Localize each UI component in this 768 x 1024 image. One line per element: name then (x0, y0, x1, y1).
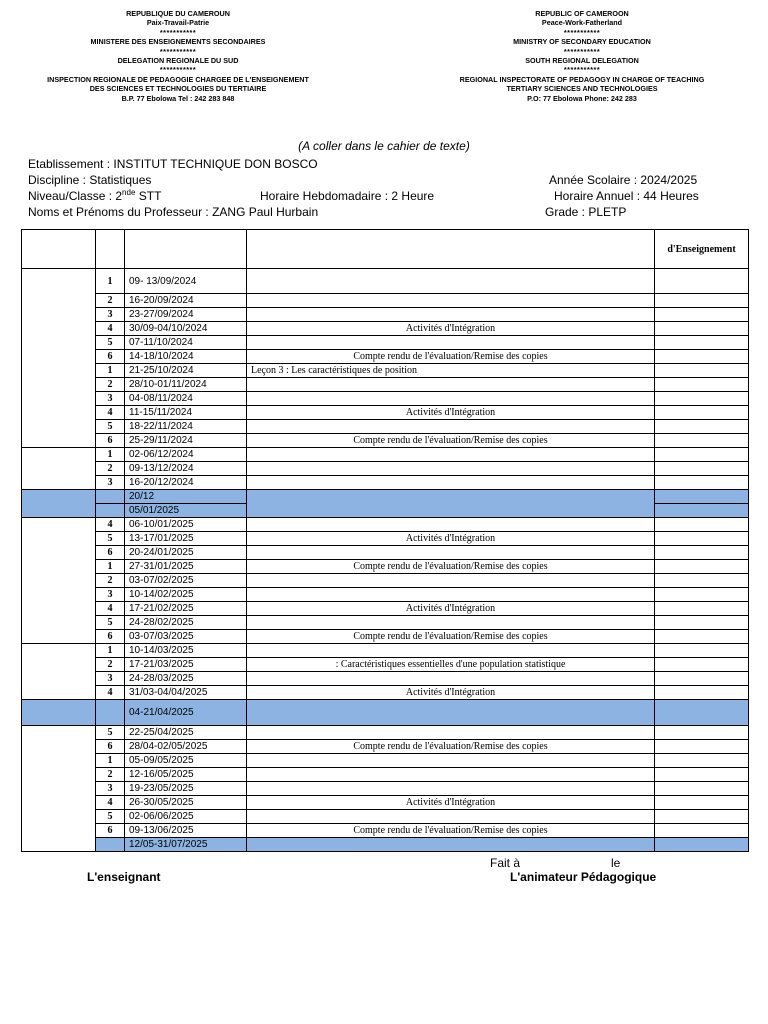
teacher-grade: Grade : PLETP (545, 205, 627, 219)
week-dates: 07-11/10/2024 (125, 336, 247, 350)
teaching-cell (655, 658, 749, 672)
lesson-content (247, 546, 655, 560)
lesson-content (247, 726, 655, 740)
week-dates: 26-30/05/2025 (125, 796, 247, 810)
lesson-content: Activités d'Intégration (247, 686, 655, 700)
class-level-suffix: STT (135, 189, 162, 203)
week-dates: 30/09-04/10/2024 (125, 322, 247, 336)
week-number: 2 (96, 462, 125, 476)
teaching-cell (655, 824, 749, 838)
table-row (22, 588, 749, 602)
week-number: 4 (96, 518, 125, 532)
week-number: 6 (96, 546, 125, 560)
table-row (22, 518, 749, 532)
table-row (22, 406, 749, 420)
teaching-cell (655, 392, 749, 406)
week-number: 5 (96, 726, 125, 740)
period-cell (22, 269, 96, 448)
week-number: 3 (96, 588, 125, 602)
week-dates: 17-21/02/2025 (125, 602, 247, 616)
lesson-content (247, 754, 655, 768)
week-number: 3 (96, 392, 125, 406)
lesson-content: Activités d'Intégration (247, 602, 655, 616)
inspection-fr-line2: DES SCIENCES ET TECHNOLOGIES DU TERTIAIRE (89, 84, 267, 94)
week-number: 5 (96, 420, 125, 434)
date-label: le (611, 856, 621, 870)
lesson-content (247, 810, 655, 824)
pedagogic-leader-signature-label: L'animateur Pédagogique (510, 870, 657, 884)
table-row (22, 644, 749, 658)
lesson-content: Activités d'Intégration (247, 796, 655, 810)
school-name: Etablissement : INSTITUT TECHNIQUE DON BOSCO (28, 157, 318, 171)
week-dates: 03-07/03/2025 (125, 630, 247, 644)
table-row (22, 546, 749, 560)
paste-note: (A coller dans le cahier de texte) (298, 139, 470, 153)
holiday-row (22, 838, 749, 852)
week-number: 6 (96, 630, 125, 644)
lesson-content (247, 768, 655, 782)
table-row (22, 294, 749, 308)
table-row (22, 420, 749, 434)
lesson-content: : Caractéristiques essentielles d'une population statistique (247, 658, 655, 672)
lesson-content (247, 588, 655, 602)
week-number: 4 (96, 322, 125, 336)
week-number: 3 (96, 308, 125, 322)
week-dates: 24-28/03/2025 (125, 672, 247, 686)
table-row (22, 824, 749, 838)
week-number (96, 700, 125, 726)
teaching-cell (655, 782, 749, 796)
period-cell (22, 700, 96, 726)
table-header-row (22, 230, 749, 269)
teaching-cell (655, 350, 749, 364)
table-row (22, 740, 749, 754)
week-number (96, 838, 125, 852)
lesson-content (247, 672, 655, 686)
lesson-content: Compte rendu de l'évaluation/Remise des copies (247, 350, 655, 364)
header-cell (247, 230, 655, 269)
teaching-cell (655, 462, 749, 476)
separator-stars: *********** (159, 46, 197, 56)
period-cell (22, 726, 96, 852)
table-row (22, 796, 749, 810)
week-number: 6 (96, 740, 125, 754)
holiday-dates: 04-21/04/2025 (125, 700, 247, 726)
country-name-en: REPUBLIC OF CAMEROON (535, 9, 629, 18)
lesson-content: Activités d'Intégration (247, 532, 655, 546)
lesson-content: Leçon 3 : Les caractéristiques de position (247, 364, 655, 378)
week-dates: 09- 13/09/2024 (125, 269, 247, 294)
week-dates: 06-10/01/2025 (125, 518, 247, 532)
lesson-content: Compte rendu de l'évaluation/Remise des copies (247, 824, 655, 838)
teaching-cell (655, 754, 749, 768)
week-dates: 09-13/12/2024 (125, 462, 247, 476)
delegation-fr: DELEGATION REGIONALE DU SUD (117, 56, 239, 66)
header-cell (125, 230, 247, 269)
teacher-signature-label: L'enseignant (87, 870, 161, 884)
done-at-label: Fait à (490, 856, 521, 870)
table-row (22, 322, 749, 336)
separator-stars: *********** (159, 65, 197, 75)
teaching-cell (655, 838, 749, 852)
week-dates: 21-25/10/2024 (125, 364, 247, 378)
teaching-cell (655, 672, 749, 686)
week-number: 4 (96, 686, 125, 700)
week-dates: 23-27/09/2024 (125, 308, 247, 322)
header-cell-teaching: d'Enseignement (655, 230, 749, 269)
discipline: Discipline : Statistiques (28, 173, 152, 187)
table-row (22, 392, 749, 406)
teaching-cell (655, 574, 749, 588)
week-dates: 14-18/10/2024 (125, 350, 247, 364)
week-dates: 24-28/02/2025 (125, 616, 247, 630)
week-dates: 27-31/01/2025 (125, 560, 247, 574)
class-level (28, 188, 161, 204)
week-number: 1 (96, 754, 125, 768)
table-row (22, 686, 749, 700)
week-number: 3 (96, 476, 125, 490)
lesson-content (247, 644, 655, 658)
lesson-content (247, 838, 655, 852)
table-row (22, 448, 749, 462)
lesson-content: Compte rendu de l'évaluation/Remise des copies (247, 434, 655, 448)
lesson-content (247, 392, 655, 406)
week-number: 2 (96, 574, 125, 588)
header-cell (96, 230, 125, 269)
motto-fr: Paix-Travail-Patrie (146, 18, 210, 28)
teaching-cell (655, 810, 749, 824)
teaching-cell (655, 518, 749, 532)
week-number: 4 (96, 602, 125, 616)
week-dates: 25-29/11/2024 (125, 434, 247, 448)
period-cell (22, 448, 96, 490)
lesson-content (247, 308, 655, 322)
inspectorate-en-line2: TERTIARY SCIENCES AND TECHNOLOGIES (506, 84, 658, 94)
period-cell (22, 644, 96, 700)
week-number: 3 (96, 672, 125, 686)
teaching-cell (655, 490, 749, 504)
week-number: 5 (96, 616, 125, 630)
week-dates: 12-16/05/2025 (125, 768, 247, 782)
delegation-en: SOUTH REGIONAL DELEGATION (525, 56, 639, 66)
week-number: 1 (96, 644, 125, 658)
week-number: 1 (96, 269, 125, 294)
week-number (96, 504, 125, 518)
week-number: 2 (96, 658, 125, 672)
teaching-cell (655, 336, 749, 350)
week-dates: 20-24/01/2025 (125, 546, 247, 560)
separator-stars: *********** (159, 27, 197, 37)
week-dates: 17-21/03/2025 (125, 658, 247, 672)
teaching-cell (655, 434, 749, 448)
lesson-content (247, 269, 655, 294)
table-row (22, 269, 749, 294)
lesson-content (247, 462, 655, 476)
teaching-cell (655, 532, 749, 546)
week-dates: 04-08/11/2024 (125, 392, 247, 406)
week-number: 5 (96, 336, 125, 350)
holiday-row (22, 490, 749, 504)
week-dates: 31/03-04/04/2025 (125, 686, 247, 700)
lesson-content: Compte rendu de l'évaluation/Remise des copies (247, 740, 655, 754)
lesson-content: Activités d'Intégration (247, 322, 655, 336)
lesson-content: Activités d'Intégration (247, 406, 655, 420)
lesson-content (247, 700, 655, 726)
teaching-cell (655, 294, 749, 308)
week-dates: 09-13/06/2025 (125, 824, 247, 838)
teaching-cell (655, 644, 749, 658)
teaching-cell (655, 322, 749, 336)
country-name-fr: REPUBLIQUE DU CAMEROUN (126, 9, 230, 18)
lesson-content: Compte rendu de l'évaluation/Remise des copies (247, 560, 655, 574)
teaching-cell (655, 308, 749, 322)
table-row (22, 378, 749, 392)
table-row (22, 336, 749, 350)
lesson-content: Compte rendu de l'évaluation/Remise des copies (247, 630, 655, 644)
lesson-content (247, 782, 655, 796)
table-row (22, 434, 749, 448)
teaching-cell (655, 588, 749, 602)
teaching-cell (655, 269, 749, 294)
holiday-dates: 12/05-31/07/2025 (125, 838, 247, 852)
holiday-row (22, 700, 749, 726)
teaching-cell (655, 406, 749, 420)
week-dates: 10-14/02/2025 (125, 588, 247, 602)
table-row (22, 560, 749, 574)
table-row (22, 616, 749, 630)
table-row (22, 574, 749, 588)
separator-stars: *********** (563, 46, 601, 56)
teaching-cell (655, 378, 749, 392)
week-number: 4 (96, 406, 125, 420)
period-cell (22, 490, 96, 518)
lesson-content (247, 476, 655, 490)
week-number: 2 (96, 294, 125, 308)
table-row (22, 658, 749, 672)
period-cell (22, 518, 96, 644)
progression-table-body (22, 230, 749, 852)
teaching-cell (655, 740, 749, 754)
teaching-cell (655, 726, 749, 740)
teaching-cell (655, 768, 749, 782)
table-row (22, 364, 749, 378)
week-number: 1 (96, 448, 125, 462)
table-row (22, 768, 749, 782)
week-dates: 03-07/02/2025 (125, 574, 247, 588)
inspectorate-en-line1: REGIONAL INSPECTORATE OF PEDAGOGY IN CHARGE OF TEACHING (459, 74, 705, 84)
week-number: 3 (96, 782, 125, 796)
lesson-content (247, 518, 655, 532)
table-row (22, 602, 749, 616)
lesson-content (247, 490, 655, 518)
week-dates: 28/10-01/11/2024 (125, 378, 247, 392)
week-number: 5 (96, 532, 125, 546)
teaching-cell (655, 504, 749, 518)
table-row (22, 350, 749, 364)
contact-fr: B.P. 77 Ebolowa Tel : 242 283 848 (121, 93, 235, 103)
class-level-superscript: nde (122, 188, 136, 197)
lesson-content (247, 448, 655, 462)
week-dates: 16-20/09/2024 (125, 294, 247, 308)
teaching-cell (655, 602, 749, 616)
week-number: 6 (96, 350, 125, 364)
teaching-cell (655, 560, 749, 574)
week-dates: 16-20/12/2024 (125, 476, 247, 490)
progression-table (21, 229, 749, 852)
week-dates: 22-25/04/2025 (125, 726, 247, 740)
lesson-content (247, 378, 655, 392)
lesson-content (247, 574, 655, 588)
table-row (22, 476, 749, 490)
week-number (96, 490, 125, 504)
teaching-cell (655, 630, 749, 644)
week-number: 2 (96, 378, 125, 392)
week-dates: 18-22/11/2024 (125, 420, 247, 434)
lesson-content (247, 336, 655, 350)
table-row (22, 308, 749, 322)
table-row (22, 532, 749, 546)
table-row (22, 726, 749, 740)
week-number: 6 (96, 824, 125, 838)
teaching-cell (655, 700, 749, 726)
table-row (22, 754, 749, 768)
table-row (22, 462, 749, 476)
table-row (22, 782, 749, 796)
separator-stars: *********** (563, 65, 601, 75)
lesson-content (247, 294, 655, 308)
header-left (30, 9, 326, 103)
week-dates: 28/04-02/05/2025 (125, 740, 247, 754)
header-right (438, 9, 726, 103)
inspection-fr-line1: INSPECTION REGIONALE DE PEDAGOGIE CHARGEE DE L'ENSEIGNEMENT (47, 74, 309, 84)
week-number: 6 (96, 434, 125, 448)
teaching-cell (655, 420, 749, 434)
holiday-dates-end: 05/01/2025 (125, 504, 247, 518)
table-row (22, 672, 749, 686)
header-cell (22, 230, 96, 269)
school-year: Année Scolaire : 2024/2025 (549, 173, 698, 187)
ministry-en: MINISTRY OF SECONDARY EDUCATION (513, 37, 651, 47)
week-dates: 19-23/05/2025 (125, 782, 247, 796)
week-number: 4 (96, 796, 125, 810)
week-dates: 13-17/01/2025 (125, 532, 247, 546)
week-dates: 10-14/03/2025 (125, 644, 247, 658)
contact-en: P.O: 77 Ebolowa Phone: 242 283 (527, 93, 637, 103)
week-number: 1 (96, 560, 125, 574)
teaching-cell (655, 364, 749, 378)
holiday-dates-start: 20/12 (125, 490, 247, 504)
motto-en: Peace-Work-Fatherland (541, 18, 623, 28)
week-dates: 05-09/05/2025 (125, 754, 247, 768)
annual-hours: Horaire Annuel : 44 Heures (554, 189, 699, 203)
week-dates: 11-15/11/2024 (125, 406, 247, 420)
ministry-fr: MINISTERE DES ENSEIGNEMENTS SECONDAIRES (90, 37, 266, 47)
teacher-name: Noms et Prénoms du Professeur : ZANG Paul Hurbain (28, 205, 319, 219)
lesson-content (247, 616, 655, 630)
lesson-content (247, 420, 655, 434)
weekly-hours: Horaire Hebdomadaire : 2 Heure (260, 189, 435, 203)
teaching-cell (655, 476, 749, 490)
week-dates: 02-06/12/2024 (125, 448, 247, 462)
week-dates: 02-06/06/2025 (125, 810, 247, 824)
class-level-prefix: Niveau/Classe : 2 (28, 189, 123, 203)
teaching-cell (655, 616, 749, 630)
teaching-cell (655, 448, 749, 462)
week-number: 1 (96, 364, 125, 378)
separator-stars: *********** (563, 27, 601, 37)
teaching-cell (655, 546, 749, 560)
table-row (22, 810, 749, 824)
teaching-cell (655, 686, 749, 700)
table-row (22, 630, 749, 644)
teaching-cell (655, 796, 749, 810)
week-number: 5 (96, 810, 125, 824)
week-number: 2 (96, 768, 125, 782)
